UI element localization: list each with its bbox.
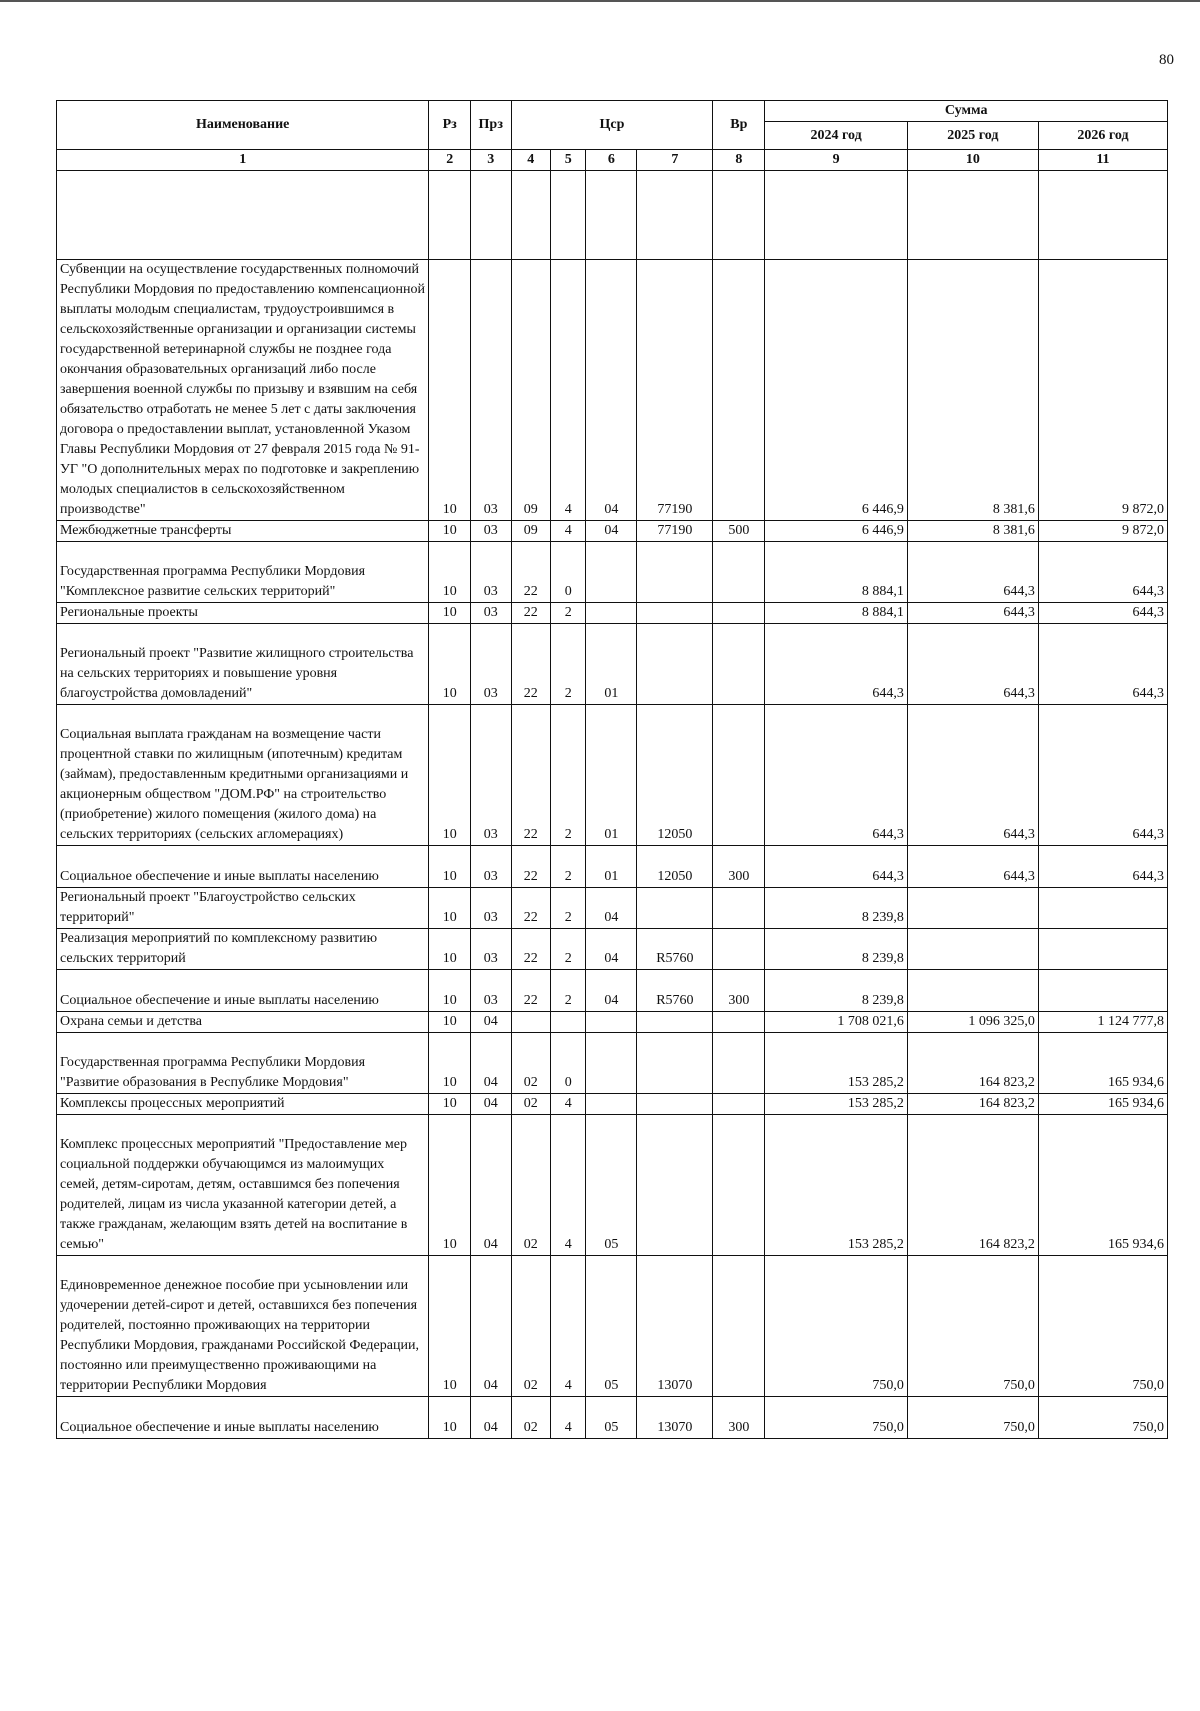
row-csr-type: 4 — [551, 260, 586, 521]
row-csr-subprogram: 05 — [586, 1397, 637, 1439]
row-csr-subprogram: 01 — [586, 705, 637, 846]
col-number: 11 — [1038, 150, 1167, 171]
header-year-2024: 2024 год — [765, 122, 908, 150]
table-row — [57, 171, 1168, 260]
row-csr-type: 2 — [551, 970, 586, 1012]
col-number: 7 — [637, 150, 713, 171]
row-sum-2025: 644,3 — [907, 846, 1038, 888]
col-number: 9 — [765, 150, 908, 171]
row-csr-direction: 12050 — [637, 705, 713, 846]
row-prz: 04 — [470, 1256, 511, 1397]
row-vr — [713, 1094, 765, 1115]
row-sum-2025: 8 381,6 — [907, 260, 1038, 521]
row-name: Межбюджетные трансферты — [57, 521, 429, 542]
row-sum-2026: 1 124 777,8 — [1038, 1012, 1167, 1033]
header-prz: Прз — [470, 101, 511, 150]
col-number: 1 — [57, 150, 429, 171]
table-row — [57, 1012, 1168, 1033]
row-csr-type: 4 — [551, 1256, 586, 1397]
row-csr-type: 2 — [551, 888, 586, 929]
row-csr-direction: 12050 — [637, 846, 713, 888]
row-sum-2024: 153 285,2 — [765, 1033, 908, 1094]
row-name: Социальное обеспечение и иные выплаты населению — [57, 970, 429, 1012]
row-csr-direction — [637, 542, 713, 603]
row-sum-2024: 644,3 — [765, 624, 908, 705]
row-vr — [713, 1115, 765, 1256]
row-sum-2025: 164 823,2 — [907, 1094, 1038, 1115]
row-name: Социальная выплата гражданам на возмещение части процентной ставки по жилищным (ипотечным) кредитам (займам), предоставленным кредитными организациями и акционерным обществом "ДОМ.РФ" на строительство (приобретение) жилого помещения (жилого дома) на сельских территориях (сельских агломерациях) — [57, 705, 429, 846]
row-csr-program: 22 — [511, 970, 551, 1012]
row-rz: 10 — [429, 260, 471, 521]
row-prz: 03 — [470, 603, 511, 624]
row-csr-direction — [637, 888, 713, 929]
row-sum-2026: 644,3 — [1038, 705, 1167, 846]
row-name: Региональный проект "Развитие жилищного строительства на сельских территориях и повышение уровня благоустройства домовладений" — [57, 624, 429, 705]
row-sum-2025: 750,0 — [907, 1397, 1038, 1439]
scan-edge — [0, 0, 1200, 2]
row-sum-2026: 644,3 — [1038, 624, 1167, 705]
row-sum-2026: 165 934,6 — [1038, 1033, 1167, 1094]
row-rz: 10 — [429, 705, 471, 846]
row-prz: 03 — [470, 970, 511, 1012]
row-sum-2025 — [907, 970, 1038, 1012]
row-name: Региональные проекты — [57, 603, 429, 624]
row-name: Комплексы процессных мероприятий — [57, 1094, 429, 1115]
row-csr-program: 22 — [511, 929, 551, 970]
header-year-2026: 2026 год — [1038, 122, 1167, 150]
row-sum-2024: 6 446,9 — [765, 260, 908, 521]
table-row — [57, 1094, 1168, 1115]
row-sum-2026: 644,3 — [1038, 603, 1167, 624]
row-rz: 10 — [429, 1115, 471, 1256]
row-sum-2026 — [1038, 929, 1167, 970]
row-prz: 03 — [470, 260, 511, 521]
header-name: Наименование — [57, 101, 429, 150]
page-number: 80 — [1159, 52, 1174, 68]
table-row — [57, 260, 1168, 521]
row-csr-subprogram: 04 — [586, 521, 637, 542]
row-sum-2024: 750,0 — [765, 1256, 908, 1397]
row-csr-direction: 77190 — [637, 260, 713, 521]
row-csr-type: 4 — [551, 1397, 586, 1439]
row-csr-program: 02 — [511, 1115, 551, 1256]
row-csr-type: 2 — [551, 929, 586, 970]
row-csr-subprogram — [586, 542, 637, 603]
row-prz: 04 — [470, 1012, 511, 1033]
row-sum-2024: 153 285,2 — [765, 1115, 908, 1256]
row-csr-direction: R5760 — [637, 929, 713, 970]
row-csr-type: 2 — [551, 603, 586, 624]
row-csr-subprogram: 05 — [586, 1256, 637, 1397]
row-rz: 10 — [429, 888, 471, 929]
row-csr-direction — [637, 1115, 713, 1256]
table-row — [57, 624, 1168, 705]
table-row — [57, 970, 1168, 1012]
row-name: Охрана семьи и детства — [57, 1012, 429, 1033]
row-sum-2024: 6 446,9 — [765, 521, 908, 542]
row-sum-2024: 8 239,8 — [765, 929, 908, 970]
col-number: 8 — [713, 150, 765, 171]
row-csr-program: 02 — [511, 1397, 551, 1439]
row-vr — [713, 705, 765, 846]
header-year-2025: 2025 год — [907, 122, 1038, 150]
row-csr-type: 2 — [551, 624, 586, 705]
row-prz: 04 — [470, 1094, 511, 1115]
budget-table — [56, 100, 1168, 1439]
row-rz: 10 — [429, 1094, 471, 1115]
row-csr-program: 09 — [511, 260, 551, 521]
row-vr: 300 — [713, 970, 765, 1012]
row-name: Социальное обеспечение и иные выплаты населению — [57, 1397, 429, 1439]
table-row — [57, 542, 1168, 603]
row-prz: 03 — [470, 888, 511, 929]
row-vr — [713, 542, 765, 603]
row-csr-program: 02 — [511, 1094, 551, 1115]
row-csr-program: 22 — [511, 705, 551, 846]
col-number: 6 — [586, 150, 637, 171]
row-sum-2025: 164 823,2 — [907, 1033, 1038, 1094]
row-prz: 04 — [470, 1115, 511, 1256]
table-row — [57, 846, 1168, 888]
col-number: 10 — [907, 150, 1038, 171]
header-rz: Рз — [429, 101, 471, 150]
row-sum-2024: 153 285,2 — [765, 1094, 908, 1115]
row-sum-2025: 644,3 — [907, 603, 1038, 624]
row-csr-subprogram: 05 — [586, 1115, 637, 1256]
row-csr-direction: R5760 — [637, 970, 713, 1012]
table-row — [57, 603, 1168, 624]
row-vr — [713, 929, 765, 970]
row-vr: 300 — [713, 846, 765, 888]
row-sum-2025: 644,3 — [907, 705, 1038, 846]
row-prz: 04 — [470, 1033, 511, 1094]
row-vr — [713, 260, 765, 521]
row-sum-2024: 8 884,1 — [765, 603, 908, 624]
row-sum-2025: 1 096 325,0 — [907, 1012, 1038, 1033]
row-csr-subprogram: 04 — [586, 970, 637, 1012]
row-rz: 10 — [429, 624, 471, 705]
row-sum-2026: 644,3 — [1038, 542, 1167, 603]
table-row — [57, 929, 1168, 970]
row-rz: 10 — [429, 929, 471, 970]
row-csr-type: 4 — [551, 1094, 586, 1115]
row-csr-subprogram: 04 — [586, 888, 637, 929]
row-rz: 10 — [429, 521, 471, 542]
row-rz: 10 — [429, 846, 471, 888]
row-csr-program: 09 — [511, 521, 551, 542]
row-prz: 03 — [470, 624, 511, 705]
row-vr: 300 — [713, 1397, 765, 1439]
row-prz: 03 — [470, 846, 511, 888]
table-row — [57, 1033, 1168, 1094]
row-sum-2026 — [1038, 888, 1167, 929]
row-sum-2026: 750,0 — [1038, 1256, 1167, 1397]
row-name: Социальное обеспечение и иные выплаты населению — [57, 846, 429, 888]
row-csr-direction: 13070 — [637, 1256, 713, 1397]
row-name: Субвенции на осуществление государственных полномочий Республики Мордовия по предоставлению компенсационной выплаты молодым специалистам, трудоустроившимся в сельскохозяйственные организации и организации системы государственной ветеринарной службы не позднее года окончания образовательных организаций либо после завершения военной службы по призыву и взявшим на себя обязательство отработать не менее 5 лет с даты заключения договора о предоставлении выплат, установленной Указом Главы Республики Мордовия от 27 февраля 2015 года № 91-УГ "О дополнительных мерах по подготовке и закреплению молодых специалистов в сельскохозяйственном производстве" — [57, 260, 429, 521]
row-sum-2025 — [907, 929, 1038, 970]
col-number: 3 — [470, 150, 511, 171]
table-row — [57, 1256, 1168, 1397]
row-sum-2025: 644,3 — [907, 542, 1038, 603]
row-rz: 10 — [429, 1397, 471, 1439]
row-vr — [713, 1256, 765, 1397]
row-csr-program: 22 — [511, 542, 551, 603]
row-csr-program: 22 — [511, 603, 551, 624]
col-number: 4 — [511, 150, 551, 171]
row-rz: 10 — [429, 603, 471, 624]
row-csr-subprogram — [586, 1012, 637, 1033]
table-row — [57, 1397, 1168, 1439]
row-sum-2026: 165 934,6 — [1038, 1094, 1167, 1115]
row-csr-type: 4 — [551, 521, 586, 542]
row-csr-program: 02 — [511, 1033, 551, 1094]
row-csr-type: 2 — [551, 846, 586, 888]
row-prz: 03 — [470, 929, 511, 970]
row-sum-2024: 8 239,8 — [765, 970, 908, 1012]
row-prz: 03 — [470, 542, 511, 603]
row-csr-program: 02 — [511, 1256, 551, 1397]
row-name: Реализация мероприятий по комплексному развитию сельских территорий — [57, 929, 429, 970]
row-vr — [713, 1012, 765, 1033]
header-csr: Цср — [511, 101, 713, 150]
table-row — [57, 1115, 1168, 1256]
row-sum-2025 — [907, 888, 1038, 929]
row-csr-subprogram — [586, 603, 637, 624]
header-vr: Вр — [713, 101, 765, 150]
row-csr-direction — [637, 1012, 713, 1033]
row-sum-2024: 750,0 — [765, 1397, 908, 1439]
row-csr-subprogram: 01 — [586, 846, 637, 888]
row-sum-2026 — [1038, 970, 1167, 1012]
row-name: Региональный проект "Благоустройство сельских территорий" — [57, 888, 429, 929]
row-csr-program: 22 — [511, 888, 551, 929]
row-sum-2026: 165 934,6 — [1038, 1115, 1167, 1256]
row-csr-subprogram — [586, 1033, 637, 1094]
row-sum-2026: 9 872,0 — [1038, 260, 1167, 521]
row-csr-program: 22 — [511, 624, 551, 705]
row-name: Комплекс процессных мероприятий "Предоставление мер социальной поддержки обучающимся из малоимущих семей, детям-сиротам, детям, оставшимся без попечения родителей, лицам из числа указанной категории детей, а также гражданам, желающим взять детей на воспитание в семью" — [57, 1115, 429, 1256]
row-rz: 10 — [429, 970, 471, 1012]
row-sum-2025: 164 823,2 — [907, 1115, 1038, 1256]
row-rz: 10 — [429, 542, 471, 603]
row-csr-direction — [637, 603, 713, 624]
row-sum-2025: 750,0 — [907, 1256, 1038, 1397]
row-sum-2026: 9 872,0 — [1038, 521, 1167, 542]
col-number: 5 — [551, 150, 586, 171]
row-rz: 10 — [429, 1033, 471, 1094]
row-csr-type: 4 — [551, 1115, 586, 1256]
header-sum: Сумма — [765, 101, 1168, 122]
row-rz: 10 — [429, 1012, 471, 1033]
row-vr — [713, 624, 765, 705]
row-prz: 03 — [470, 705, 511, 846]
row-sum-2026: 750,0 — [1038, 1397, 1167, 1439]
row-vr — [713, 1033, 765, 1094]
row-prz: 03 — [470, 521, 511, 542]
col-number: 2 — [429, 150, 471, 171]
row-vr: 500 — [713, 521, 765, 542]
row-sum-2025: 8 381,6 — [907, 521, 1038, 542]
row-csr-direction — [637, 624, 713, 705]
row-csr-type: 0 — [551, 542, 586, 603]
row-csr-subprogram: 04 — [586, 929, 637, 970]
row-sum-2024: 8 884,1 — [765, 542, 908, 603]
row-sum-2024: 8 239,8 — [765, 888, 908, 929]
row-csr-type: 2 — [551, 705, 586, 846]
row-csr-subprogram: 04 — [586, 260, 637, 521]
row-csr-direction — [637, 1094, 713, 1115]
row-csr-direction — [637, 1033, 713, 1094]
row-csr-program — [511, 1012, 551, 1033]
row-csr-subprogram: 01 — [586, 624, 637, 705]
row-rz: 10 — [429, 1256, 471, 1397]
table-row — [57, 521, 1168, 542]
row-vr — [713, 603, 765, 624]
row-sum-2024: 644,3 — [765, 705, 908, 846]
row-csr-direction: 77190 — [637, 521, 713, 542]
row-prz: 04 — [470, 1397, 511, 1439]
row-sum-2025: 644,3 — [907, 624, 1038, 705]
row-csr-type: 0 — [551, 1033, 586, 1094]
row-csr-subprogram — [586, 1094, 637, 1115]
row-csr-direction: 13070 — [637, 1397, 713, 1439]
table-row — [57, 705, 1168, 846]
row-csr-program: 22 — [511, 846, 551, 888]
row-name: Государственная программа Республики Мордовия "Комплексное развитие сельских территорий" — [57, 542, 429, 603]
table-row — [57, 888, 1168, 929]
row-csr-type — [551, 1012, 586, 1033]
row-sum-2026: 644,3 — [1038, 846, 1167, 888]
row-name: Единовременное денежное пособие при усыновлении или удочерении детей-сирот и детей, оставшихся без попечения родителей, постоянно проживающих на территории Республики Мордовия, гражданами Российской Федерации, постоянно или преимущественно проживающими на территории Республики Мордовия — [57, 1256, 429, 1397]
row-sum-2024: 1 708 021,6 — [765, 1012, 908, 1033]
row-name: Государственная программа Республики Мордовия "Развитие образования в Республике Мордовия" — [57, 1033, 429, 1094]
row-sum-2024: 644,3 — [765, 846, 908, 888]
row-vr — [713, 888, 765, 929]
